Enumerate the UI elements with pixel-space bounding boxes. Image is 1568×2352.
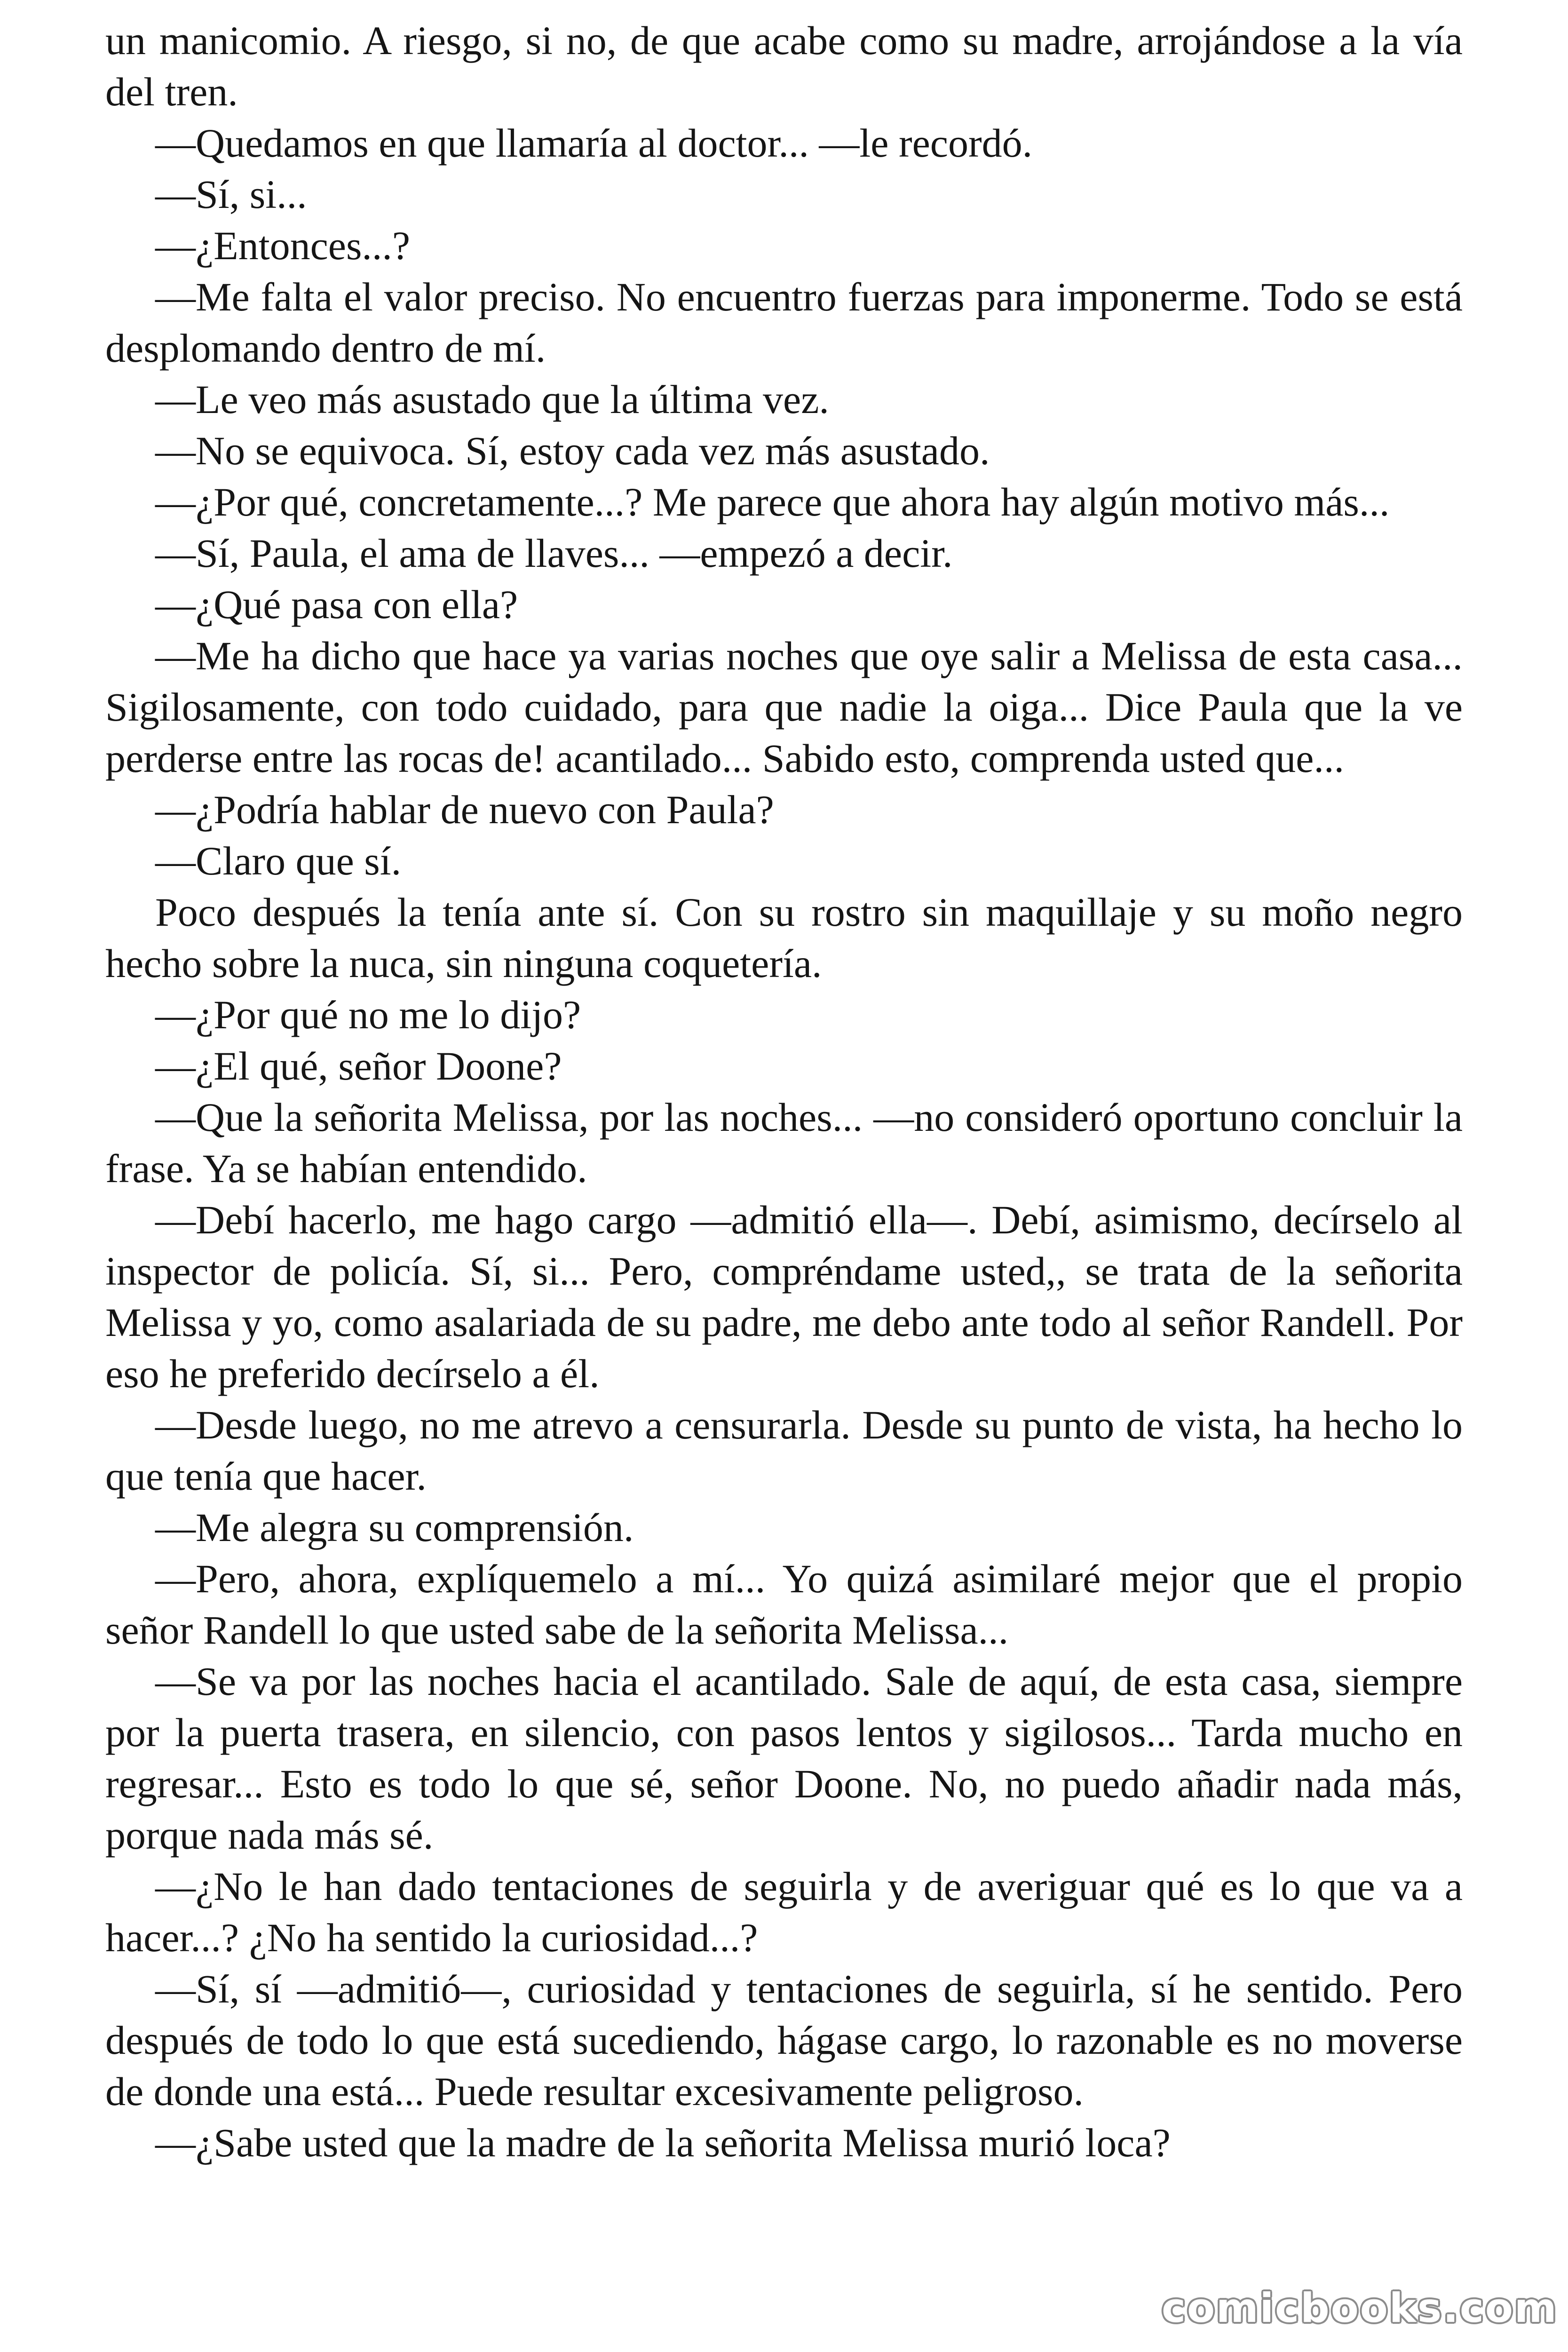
paragraph: —Se va por las noches hacia el acantilado. Sale de aquí, de esta casa, siempre por la puerta trasera, en silencio, con pasos lentos y sigilosos... Tarda mucho en regresar... Esto es todo lo que sé, señor Doone. No, no puedo añadir nada más, porque nada más sé. — [105, 1659, 1463, 1858]
paragraph: —¿Por qué no me lo dijo? — [155, 992, 581, 1037]
paragraph: —¿Qué pasa con ella? — [155, 582, 518, 627]
paragraph: —Sí, sí —admitió—, curiosidad y tentaciones de seguirla, sí he sentido. Pero después de todo lo que está sucediendo, hágase cargo, lo razonable es no moverse de donde una está... Puede resultar excesivamente peligroso. — [105, 1966, 1463, 2114]
paragraph: —¿No le han dado tentaciones de seguirla y de averiguar qué es lo que va a hacer...? ¿No ha sentido la curiosidad...? — [105, 1864, 1463, 1960]
paragraph: —¿Entonces...? — [155, 223, 411, 268]
paragraph: —Sí, Paula, el ama de llaves... —empezó a decir. — [155, 531, 953, 576]
paragraph: —¿El qué, señor Doone? — [155, 1043, 562, 1089]
paragraph: —Me falta el valor preciso. No encuentro fuerzas para imponerme. Todo se está desplomando dentro de mí. — [105, 274, 1463, 371]
paragraph: —Desde luego, no me atrevo a censurarla. Desde su punto de vista, ha hecho lo que tenía que hacer. — [105, 1402, 1463, 1499]
watermark: comicbooks.com — [1162, 2285, 1558, 2332]
paragraph: —Le veo más asustado que la última vez. — [155, 377, 829, 422]
paragraph: —No se equivoca. Sí, estoy cada vez más asustado. — [155, 428, 990, 473]
paragraph: —¿Por qué, concretamente...? Me parece que ahora hay algún motivo más... — [155, 479, 1390, 524]
paragraph: —Debí hacerlo, me hago cargo —admitió ella—. Debí, asimismo, decírselo al inspector de policía. Sí, si... Pero, compréndame usted,, se trata de la señorita Melissa y yo, como asalariada de su padre, me debo ante todo al señor Randell. Por eso he preferido decírselo a él. — [105, 1197, 1463, 1396]
paragraph: —¿Podría hablar de nuevo con Paula? — [155, 787, 774, 832]
paragraph: —Pero, ahora, explíquemelo a mí... Yo quizá asimilaré mejor que el propio señor Randell lo que usted sabe de la señorita Melissa... — [105, 1556, 1463, 1653]
paragraph: —Claro que sí. — [155, 838, 402, 883]
paragraph: —Me ha dicho que hace ya varias noches que oye salir a Melissa de esta casa... Sigilosamente, con todo cuidado, para que nadie la oiga... Dice Paula que la ve perderse entre las rocas de! acantilado... Sabido esto, comprenda usted que... — [105, 633, 1463, 781]
paragraph: —¿Sabe usted que la madre de la señorita Melissa murió loca? — [155, 2120, 1171, 2165]
paragraph: —Me alegra su comprensión. — [155, 1505, 634, 1550]
paragraph: un manicomio. A riesgo, si no, de que acabe como su madre, arrojándose a la vía del tren. — [105, 18, 1463, 114]
paragraph: —Quedamos en que llamaría al doctor... —le recordó. — [155, 120, 1033, 166]
paragraph: —Que la señorita Melissa, por las noches... —no consideró oportuno concluir la frase. Ya se habían entendido. — [105, 1095, 1463, 1191]
paragraph: —Sí, si... — [155, 172, 307, 217]
body-text — [105, 15, 1463, 2169]
paragraph: Poco después la tenía ante sí. Con su rostro sin maquillaje y su moño negro hecho sobre la nuca, sin ninguna coquetería. — [105, 890, 1463, 986]
